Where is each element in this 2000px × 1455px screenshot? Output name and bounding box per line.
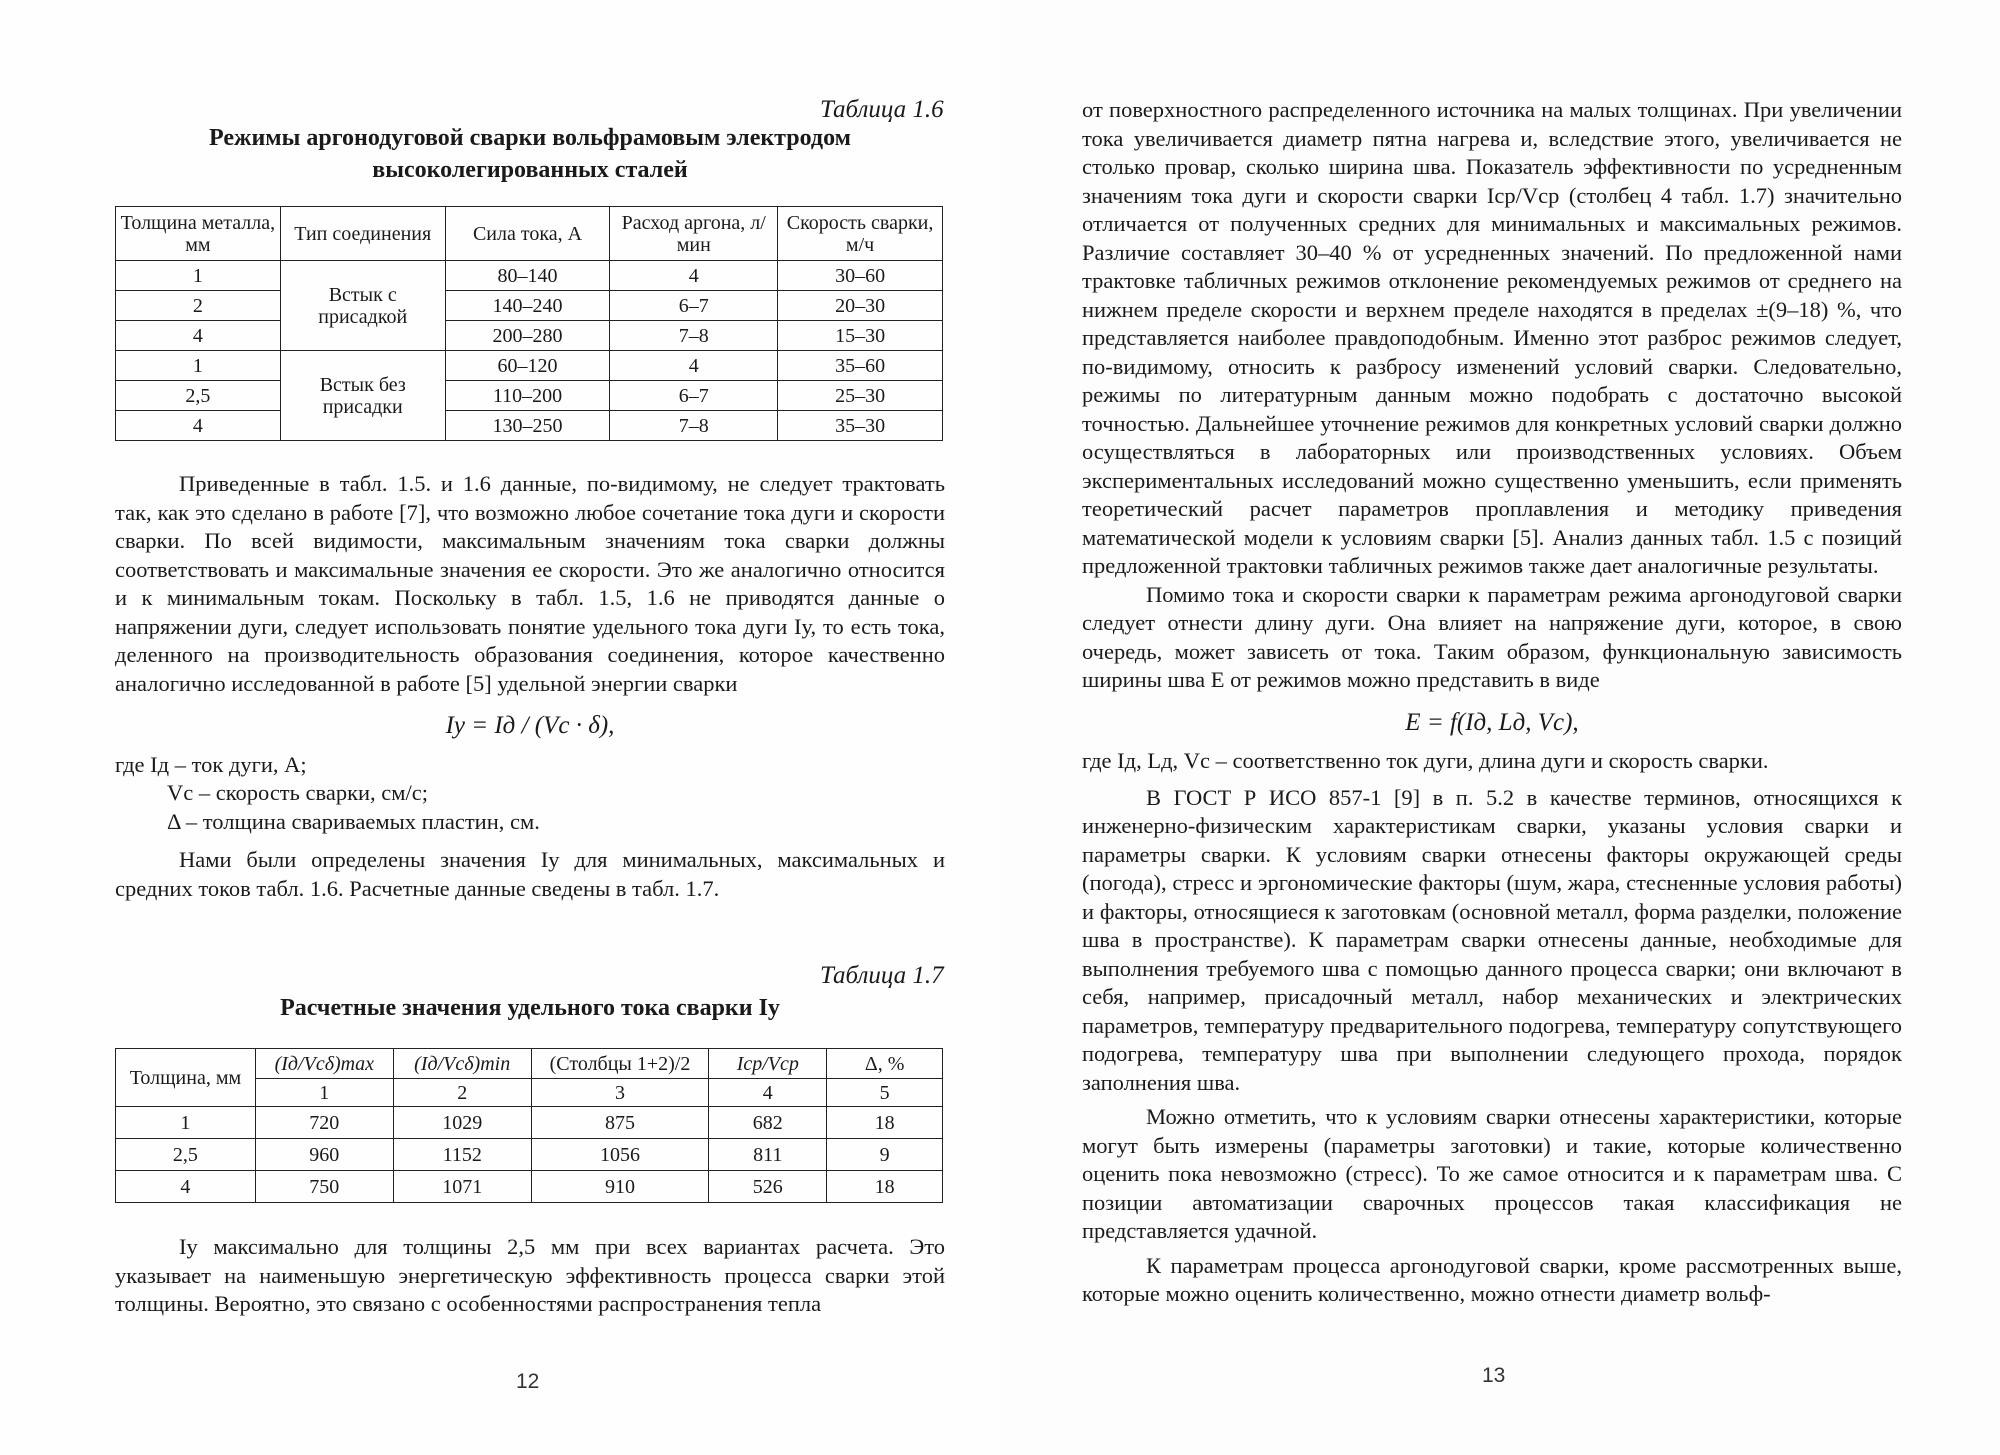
header-cell: 1 <box>255 1079 393 1107</box>
header-cell: Толщина металла, мм <box>116 207 281 261</box>
table-cell: 4 <box>116 321 281 351</box>
header-cell: Тип соединения <box>280 207 445 261</box>
table-1-6-title-line-1: Режимы аргонодуговой сварки вольфрамовым электродом <box>209 125 851 151</box>
left-text-block-2 <box>115 1233 945 1319</box>
paragraph: К параметрам процесса аргонодуговой сварки, кроме рассмотренных выше, которые можно оценить количественно, можно отнести диаметр вольф- <box>1082 1252 1902 1306</box>
table-cell: 1029 <box>393 1107 531 1139</box>
paragraph: Помимо тока и скорости сварки к параметрам режима аргонодуговой сварки следует отнести длину дуги. Она влияет на напряжение дуги, которое, в свою очередь, может зависеть от тока. Таким образом, функциональную зависимость ширины шва E от режимов можно представить в виде <box>1082 581 1902 692</box>
table-header-row <box>116 207 943 261</box>
header-cell: (Iд/Vсδ)min <box>393 1049 531 1079</box>
header-cell: 5 <box>827 1079 943 1107</box>
table-cell: 1152 <box>393 1139 531 1171</box>
table-row <box>116 1171 943 1203</box>
table-cell: 30–60 <box>778 261 943 291</box>
table-cell: 910 <box>531 1171 709 1203</box>
table-cell: 200–280 <box>445 321 610 351</box>
header-cell: (Iд/Vсδ)max <box>255 1049 393 1079</box>
table-row <box>116 1139 943 1171</box>
formula: E = f(Iд, Lд, Vс), <box>1405 708 1579 736</box>
table-cell: 18 <box>827 1107 943 1139</box>
paragraph: Нами были определены значения Iу для минимальных, максимальных и средних токов табл. 1.6. Расчетные данные сведены в табл. 1.7. <box>115 847 945 901</box>
table-cell: 4 <box>610 351 778 381</box>
table-row <box>116 351 943 381</box>
table-cell: 4 <box>116 1171 256 1203</box>
table-cell: 1 <box>116 1107 256 1139</box>
paragraph: В ГОСТ Р ИСО 857-1 [9] в п. 5.2 в качестве терминов, относящихся к инженерно-физическим характеристикам сварки, указаны условия сварки и параметры сварки. К условиям сварки отнесены факторы окружающей среды (погода), стресс и эргономические факторы (шум, жара, стесненные условия работы) и факторы, относящиеся к заготовкам (основной металл, форма разделки, положение шва в пространстве). К параметрам сварки отнесены данные, необходимые для выполнения требуемого шва с помощью данного процесса сварки; они включают в себя, например, присадочный металл, набор механических и электрических параметров, температуру предварительного подогрева, температуру сопутствующего подогрева, температуру шва при выполнении следующего прохода, порядок заполнения шва. <box>1082 784 1902 1095</box>
table-cell: 1 <box>116 351 281 381</box>
table-row <box>116 261 943 291</box>
table-cell: 9 <box>827 1139 943 1171</box>
definition-line: Δ – толщина свариваемых пластин, см. <box>167 808 540 834</box>
table-cell: 35–30 <box>778 411 943 441</box>
table-1-7-label: Таблица 1.7 <box>820 962 944 989</box>
table-1-7 <box>115 1048 943 1203</box>
paragraph: Iу максимально для толщины 2,5 мм при всех вариантах расчета. Это указывает на наименьшую энергетическую эффективность процесса сварки этой толщины. Вероятно, это связано с особенностями распространения тепла <box>115 1234 945 1316</box>
table-cell: 811 <box>709 1139 827 1171</box>
table-cell: 526 <box>709 1171 827 1203</box>
table-cell: 960 <box>255 1139 393 1171</box>
table-1-6-title <box>115 122 945 186</box>
table-cell: 4 <box>610 261 778 291</box>
table-cell: 875 <box>531 1107 709 1139</box>
table-cell: 25–30 <box>778 381 943 411</box>
table-cell: 4 <box>116 411 281 441</box>
table-row <box>116 411 943 441</box>
right-text-block <box>1082 96 1902 1309</box>
paragraph: от поверхностного распределенного источника на малых толщинах. При увеличении тока увеличивается диаметр пятна нагрева и, вследствие этого, увеличивается не столько провар, сколько ширина шва. Показатель эффективности по усредненным значениям тока дуги и скорости сварки Iср/Vср (столбец 4 табл. 1.7) значительно отличается от полученных средних для минимальных и максимальных режимов. Различие составляет 30–40 % от усредненных значений. По предложенной нами трактовке табличных режимов отклонение рекомендуемых режимов от среднего на нижнем пределе скорости и верхнем пределе находятся в пределах ±(9–18) %, что представляется наиболее правдоподобным. Именно этот разброс режимов следует, по-видимому, относить к разбросу изменений условий сварки. Следовательно, режимы по литературным данным можно подобрать с достаточно высокой точностью. Дальнейшее уточнение режимов для конкретных условий сварки должно осуществляться в лабораторных или производственных условиях. Объем экспериментальных исследований можно существенно уменьшить, если применять теоретический расчет параметров проплавления и методику приведения математической модели к условиям сварки [5]. Анализ данных табл. 1.5 с позиций предложенной трактовки табличных режимов также дает аналогичные результаты. <box>1082 97 1902 578</box>
header-cell: 4 <box>709 1079 827 1107</box>
header-cell: Скорость сварки, м/ч <box>778 207 943 261</box>
paragraph: Можно отметить, что к условиям сварки отнесены характеристики, которые могут быть измерены (параметры заготовки) и такие, которые количественно оценить пока невозможно (стресс). То же самое относится и к параметрам шва. С позиции автоматизации сварочных процессов такая классификация не представляется удачной. <box>1082 1104 1902 1243</box>
table-cell: 35–60 <box>778 351 943 381</box>
header-cell: Сила тока, А <box>445 207 610 261</box>
page-number: 13 <box>1482 1364 1506 1387</box>
joint-type-cell: Встык с присадкой <box>280 261 445 351</box>
table-cell: 750 <box>255 1171 393 1203</box>
header-cell: 3 <box>531 1079 709 1107</box>
page-number: 12 <box>516 1370 540 1393</box>
table-cell: 130–250 <box>445 411 610 441</box>
formula: Iу = Iд / (Vс · δ), <box>445 712 615 739</box>
right-page <box>1000 0 2000 1455</box>
header-cell: Iср/Vср <box>709 1049 827 1079</box>
table-cell: 2,5 <box>116 381 281 411</box>
table-row <box>116 291 943 321</box>
table-cell: 1056 <box>531 1139 709 1171</box>
table-cell: 1071 <box>393 1171 531 1203</box>
joint-type-cell: Встык без присадки <box>280 351 445 441</box>
header-cell: 2 <box>393 1079 531 1107</box>
header-cell: Δ, % <box>827 1049 943 1079</box>
table-cell: 6–7 <box>610 381 778 411</box>
table-cell: 140–240 <box>445 291 610 321</box>
table-cell: 110–200 <box>445 381 610 411</box>
definition-line: где Iд, Lд, Vс – соответственно ток дуги, длина дуги и скорость сварки. <box>1082 748 1769 773</box>
table-row <box>116 321 943 351</box>
table-cell: 720 <box>255 1107 393 1139</box>
header-cell: (Столбцы 1+2)/2 <box>531 1049 709 1079</box>
table-1-6-label: Таблица 1.6 <box>820 96 944 123</box>
table-row <box>116 1107 943 1139</box>
table-cell: 15–30 <box>778 321 943 351</box>
table-row <box>116 381 943 411</box>
header-cell: Толщина, мм <box>116 1049 256 1107</box>
table-1-7-title: Расчетные значения удельного тока сварки Iу <box>280 995 780 1021</box>
table-1-6 <box>115 206 943 441</box>
table-cell: 80–140 <box>445 261 610 291</box>
definitions <box>115 751 945 837</box>
left-text-block-1 <box>115 470 945 903</box>
table-cell: 7–8 <box>610 411 778 441</box>
table-1-6-title-line-2: высоколегированных сталей <box>372 157 688 183</box>
header-cell: Расход аргона, л/мин <box>610 207 778 261</box>
table-cell: 60–120 <box>445 351 610 381</box>
table-cell: 682 <box>709 1107 827 1139</box>
table-cell: 1 <box>116 261 281 291</box>
definition-line: где Iд – ток дуги, А; <box>115 751 307 777</box>
table-cell: 20–30 <box>778 291 943 321</box>
table-cell: 6–7 <box>610 291 778 321</box>
table-cell: 7–8 <box>610 321 778 351</box>
table-header-row <box>116 1049 943 1079</box>
table-cell: 2 <box>116 291 281 321</box>
table-cell: 2,5 <box>116 1139 256 1171</box>
table-cell: 18 <box>827 1171 943 1203</box>
definition-line: Vс – скорость сварки, см/с; <box>167 780 429 805</box>
paragraph: Приведенные в табл. 1.5. и 1.6 данные, по-видимому, не следует трактовать так, как это сделано в работе [7], что возможно любое сочетание тока дуги и скорости сварки. По всей видимости, максимальным значениям тока сварки должны соответствовать и максимальные значения ее скорости. Это же аналогично относится и к минимальным токам. Поскольку в табл. 1.5, 1.6 не приводятся данные о напряжении дуги, следует использовать понятие удельного тока дуги Iу, то есть тока, деленного на производительность образования соединения, которое качественно аналогично исследованной в работе [5] удельной энергии сварки <box>115 471 945 696</box>
